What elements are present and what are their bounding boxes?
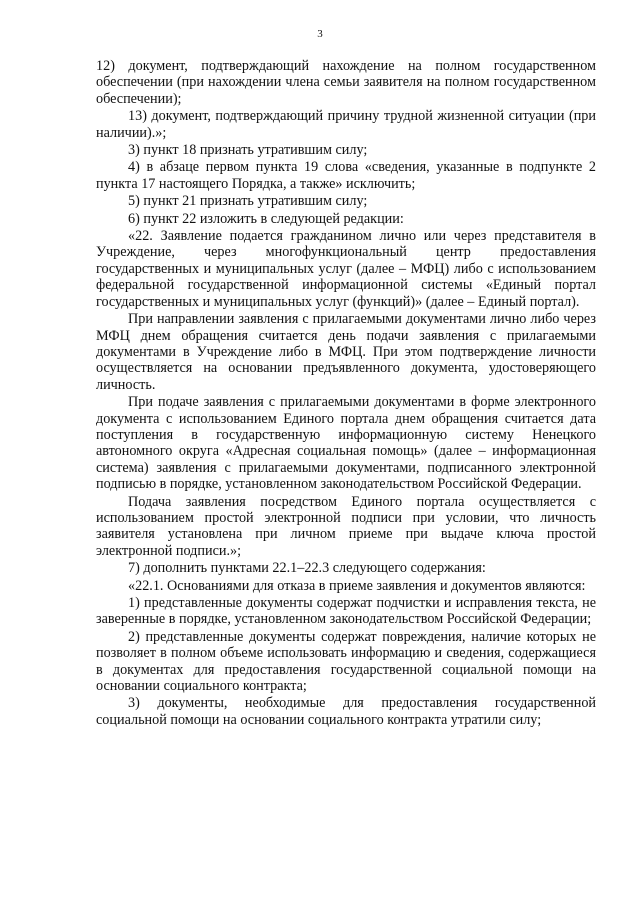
paragraph-point-22: «22. Заявление подается гражданином лично или через представителя в Учреждение, через многофункциональный центр предоставления государственных и муниципальных услуг (далее – МФЦ) либо с использованием федеральной государственной информационной системы «Единый портал государственных и муниципальных услуг (функций)» (далее – Единый портал). (96, 228, 596, 310)
paragraph-item-12: 12) документ, подтверждающий нахождение на полном государственном обеспечении (при нахождении члена семьи заявителя на полном государственном обеспечении); (96, 58, 596, 107)
paragraph-refusal-3: 3) документы, необходимые для предоставления государственной социальной помощи на основании социального контракта утратили силу; (96, 695, 596, 728)
paragraph-point-22-submission-in-person: При направлении заявления с прилагаемыми документами лично либо через МФЦ днем обращения считается день подачи заявления с прилагаемыми документами в Учреждение либо в МФЦ. При этом подтверждение личности осуществляется на основании предъявленного документа, удостоверяющего личность. (96, 311, 596, 393)
paragraph-refusal-2: 2) представленные документы содержат повреждения, наличие которых не позволяет в полном объеме использовать информацию и сведения, содержащиеся в документах для предоставления государственной социальной помощи на основании социального контракта; (96, 628, 596, 695)
paragraph-refusal-1: 1) представленные документы содержат подчистки и исправления текста, не заверенные в порядке, установленном законодательством Российской Федерации; (96, 595, 596, 628)
paragraph-amend-3: 3) пункт 18 признать утратившим силу; (128, 142, 368, 159)
paragraph-amend-4: 4) в абзаце первом пункта 19 слова «сведения, указанные в подпункте 2 пункта 17 настоящего Порядка, а также» исключить; (96, 159, 596, 192)
page-number: 3 (317, 28, 323, 40)
paragraph-point-22-1: «22.1. Основаниями для отказа в приеме заявления и документов являются: (128, 577, 586, 594)
paragraph-point-22-electronic: При подаче заявления с прилагаемыми документами в форме электронного документа с использованием Единого портала днем обращения считается дата поступления в государственную информационную систему Ненецкого автономного округа «Адресная социальная помощь» (далее – информационная система) заявления с прилагаемыми документами, подписанного электронной подписью в порядке, установленном законодательством Российской Федерации. (96, 394, 596, 493)
document-body (96, 58, 596, 729)
paragraph-point-22-signature: Подача заявления посредством Единого портала осуществляется с использованием простой электронной подписи при условии, что личность заявителя установлена при личном приеме при выдаче ключа простой электронной подписи.»; (96, 493, 596, 559)
paragraph-item-13: 13) документ, подтверждающий причину трудной жизненной ситуации (при наличии).»; (96, 108, 596, 141)
paragraph-amend-5: 5) пункт 21 признать утратившим силу; (128, 193, 368, 210)
paragraph-amend-7: 7) дополнить пунктами 22.1–22.3 следующего содержания: (128, 560, 486, 577)
paragraph-amend-6: 6) пункт 22 изложить в следующей редакции: (128, 210, 404, 227)
